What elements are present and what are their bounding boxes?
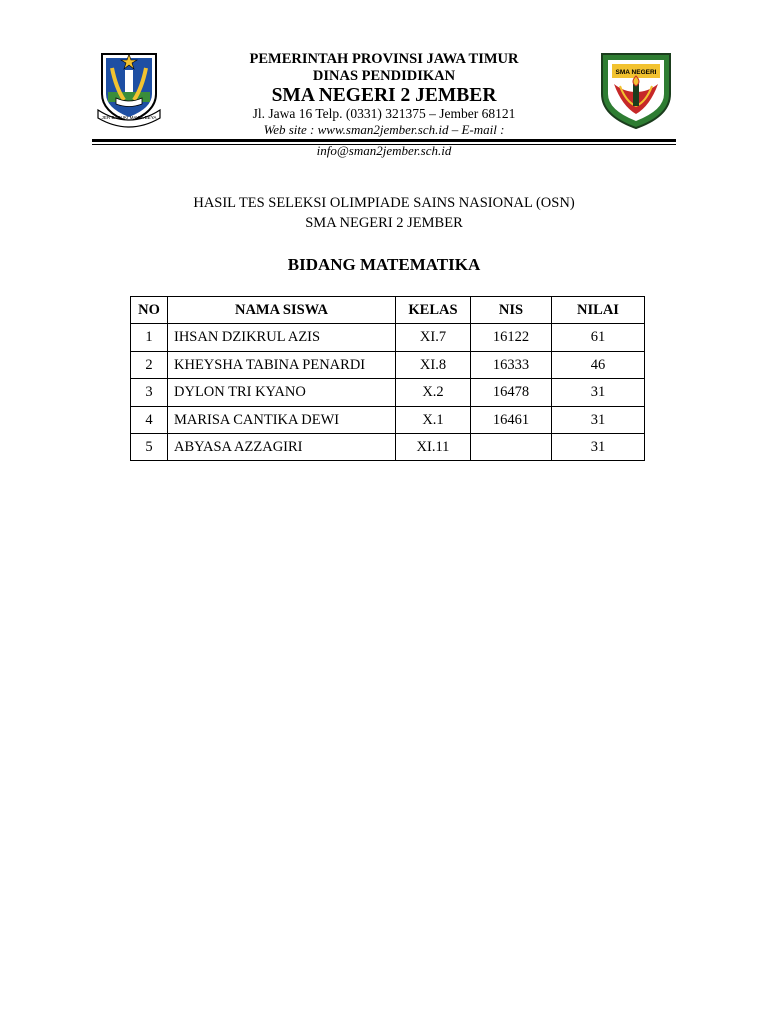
cell-kelas: XI.8: [396, 351, 471, 378]
cell-nis: [471, 433, 552, 460]
header-nilai: NILAI: [552, 297, 645, 324]
letterhead-department: DINAS PENDIDIKAN: [312, 68, 456, 84]
cell-no: 5: [131, 433, 168, 460]
cell-kelas: X.2: [396, 379, 471, 406]
cell-nama: IHSAN DZIKRUL AZIS: [168, 324, 396, 351]
letterhead-address: Jl. Jawa 16 Telp. (0331) 321375 – Jember 68121: [252, 106, 516, 121]
cell-nilai: 61: [552, 324, 645, 351]
cell-no: 3: [131, 379, 168, 406]
table-row: [131, 324, 645, 351]
letterhead-website: Web site : www.sman2jember.sch.id – E-mail :: [263, 122, 505, 137]
letterhead-government: PEMERINTAH PROVINSI JAWA TIMUR: [249, 51, 519, 67]
cell-no: 1: [131, 324, 168, 351]
letterhead-school-name: SMA NEGERI 2 JEMBER: [271, 85, 497, 106]
document-subtitle: SMA NEGERI 2 JEMBER: [305, 215, 463, 231]
table-header-row: [131, 297, 645, 324]
east-java-province-logo: [94, 48, 164, 128]
cell-kelas: X.1: [396, 406, 471, 433]
cell-nama: DYLON TRI KYANO: [168, 379, 396, 406]
table-row: [131, 433, 645, 460]
cell-nis: 16122: [471, 324, 552, 351]
cell-nama: ABYASA AZZAGIRI: [168, 433, 396, 460]
subject-title: BIDANG MATEMATIKA: [287, 255, 481, 274]
cell-nis: 16333: [471, 351, 552, 378]
header-no: NO: [131, 297, 168, 324]
table-row: [131, 351, 645, 378]
cell-nis: 16478: [471, 379, 552, 406]
cell-nilai: 31: [552, 433, 645, 460]
cell-nama: KHEYSHA TABINA PENARDI: [168, 351, 396, 378]
cell-nama: MARISA CANTIKA DEWI: [168, 406, 396, 433]
ribbon-text-left: JER BASUKI MAWA BEYA: [101, 115, 157, 120]
letterhead-email: info@sman2jember.sch.id: [316, 143, 452, 158]
header-kelas: KELAS: [396, 297, 471, 324]
results-table: [130, 296, 645, 461]
letterhead-divider-thick: [92, 139, 676, 142]
cell-kelas: XI.11: [396, 433, 471, 460]
cell-no: 4: [131, 406, 168, 433]
table-row: [131, 406, 645, 433]
header-nama-siswa: NAMA SISWA: [168, 297, 396, 324]
table-row: [131, 379, 645, 406]
cell-nilai: 46: [552, 351, 645, 378]
header-nis: NIS: [471, 297, 552, 324]
cell-nilai: 31: [552, 406, 645, 433]
document-title: HASIL TES SELEKSI OLIMPIADE SAINS NASIONAL (OSN): [193, 195, 575, 211]
cell-no: 2: [131, 351, 168, 378]
school-logo: [596, 48, 676, 130]
cell-kelas: XI.7: [396, 324, 471, 351]
cell-nis: 16461: [471, 406, 552, 433]
cell-nilai: 31: [552, 379, 645, 406]
ribbon-text-right: SMA NEGERI: [615, 69, 657, 76]
